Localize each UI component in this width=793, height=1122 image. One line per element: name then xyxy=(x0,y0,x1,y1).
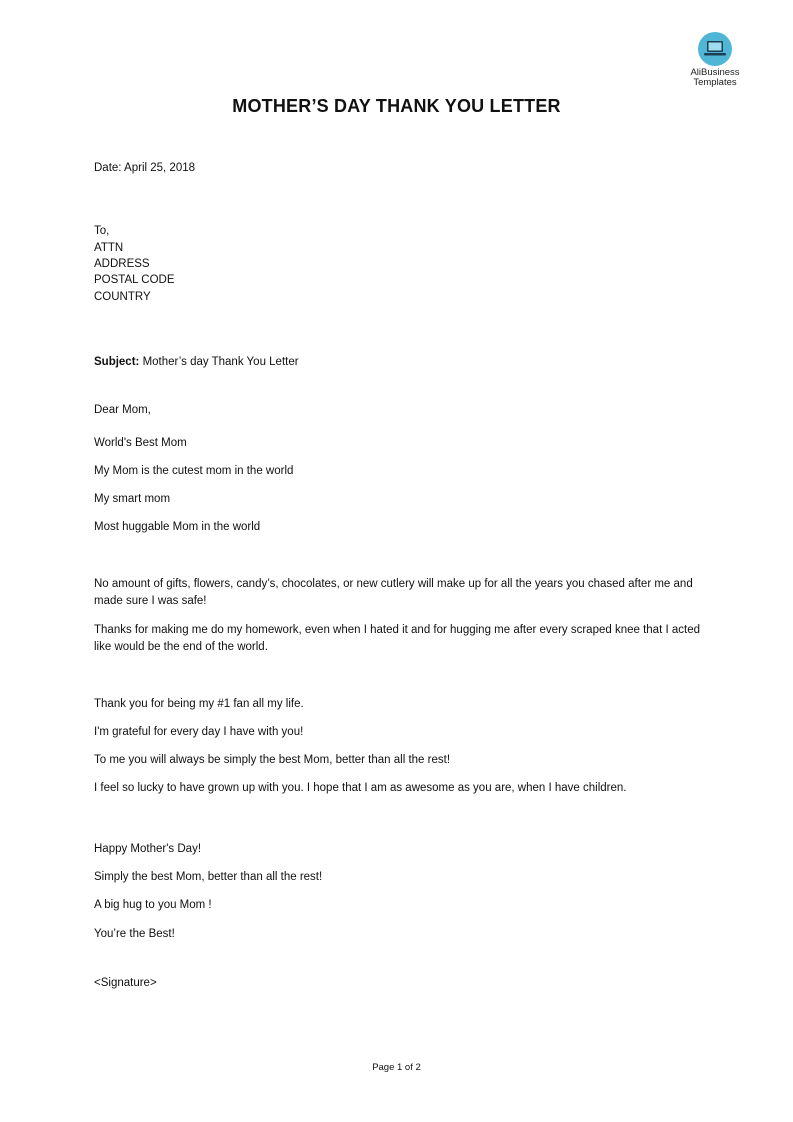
greeting: Dear Mom, xyxy=(94,404,151,416)
list-item: Thank you for being my #1 fan all my life. xyxy=(94,698,304,710)
list-item: To me you will always be simply the best Mom, better than all the rest! xyxy=(94,754,451,766)
recipient-address: ADDRESS xyxy=(94,258,150,270)
list-item: My Mom is the cutest mom in the world xyxy=(94,465,294,477)
page-number: Page 1 of 2 xyxy=(372,1062,421,1073)
list-item: You’re the Best! xyxy=(94,928,175,940)
letter-date: Date: April 25, 2018 xyxy=(94,162,196,174)
list-item: I'm grateful for every day I have with you! xyxy=(94,726,304,738)
recipient-postal-code: POSTAL CODE xyxy=(94,274,175,286)
body-paragraph: No amount of gifts, flowers, candy’s, chocolates, or new cutlery will make up for all the years you chased after me and made sure I was safe! xyxy=(94,578,693,607)
letter-title: MOTHER’S DAY THANK YOU LETTER xyxy=(232,96,561,116)
body-paragraph: Thanks for making me do my homework, even when I hated it and for hugging me after every scraped knee that I acted like would be the end of the world. xyxy=(94,624,700,653)
list-item: World's Best Mom xyxy=(94,437,187,449)
signature-placeholder: <Signature> xyxy=(94,977,157,989)
list-item: Most huggable Mom in the world xyxy=(94,521,261,533)
subject-line xyxy=(94,354,299,370)
recipient-attn: ATTN xyxy=(94,242,124,254)
subject-label: Subject: xyxy=(94,356,140,368)
brand-logo xyxy=(680,32,750,88)
list-item: A big hug to you Mom ! xyxy=(94,899,212,911)
list-item: My smart mom xyxy=(94,493,171,505)
subject-text: Mother’s day Thank You Letter xyxy=(139,356,299,368)
recipient-country: COUNTRY xyxy=(94,291,151,303)
logo-text-line1: AliBusiness xyxy=(690,67,740,78)
laptop-icon xyxy=(698,32,732,66)
recipient-to: To, xyxy=(94,225,110,237)
list-item: I feel so lucky to have grown up with you. I hope that I am as awesome as you are, when I have children. xyxy=(94,782,627,794)
logo-text-line2: Templates xyxy=(693,77,737,88)
list-item: Simply the best Mom, better than all the rest! xyxy=(94,871,323,883)
list-item: Happy Mother's Day! xyxy=(94,843,202,855)
